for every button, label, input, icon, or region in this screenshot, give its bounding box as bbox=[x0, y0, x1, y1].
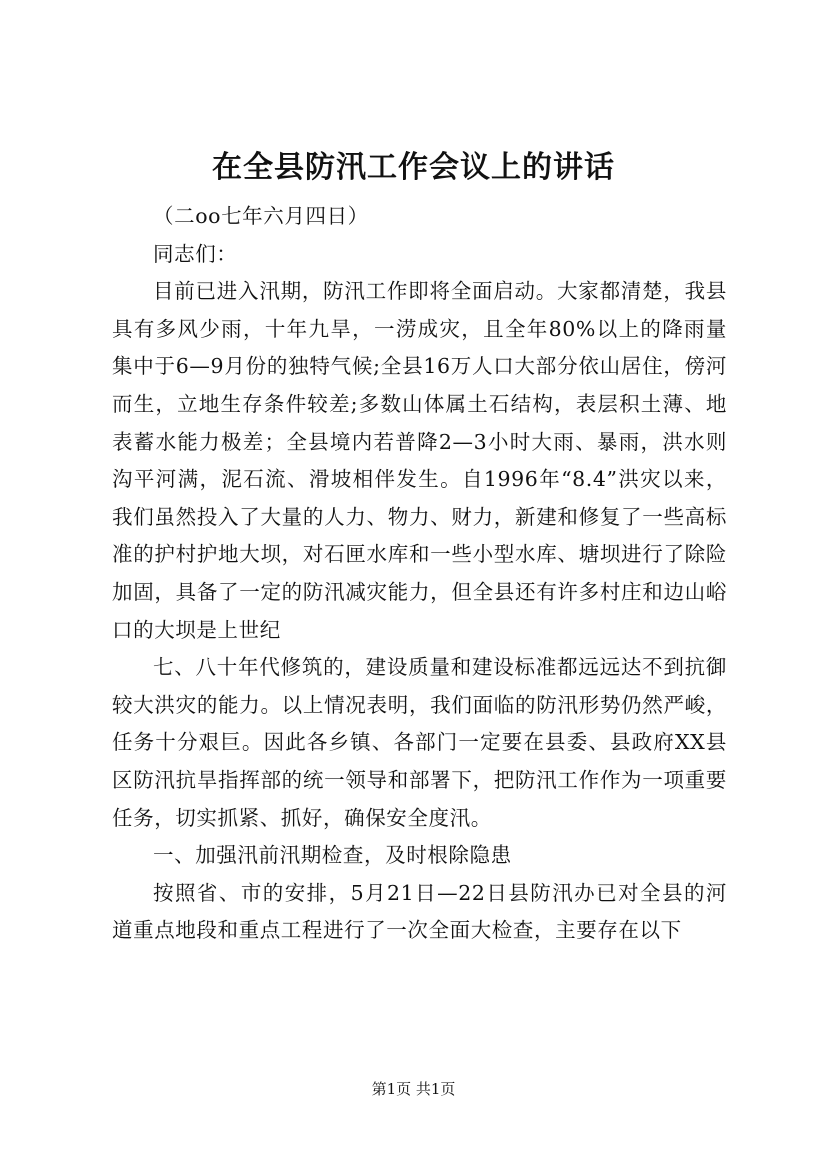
document-body bbox=[112, 198, 727, 950]
date-line: （二oo七年六月四日） bbox=[153, 204, 369, 228]
section-heading: 一、加强汛前汛期检查，及时根除隐患 bbox=[153, 843, 512, 868]
body-paragraph: 目前已进入汛期，防汛工作即将全面启动。大家都清楚，我县具有多风少雨，十年九旱，一涝成灾，且全年80%以上的降雨量集中于6—9月份的独特气候;全县16万人口大部分依山居住，傍河而生，立地生存条件较差;多数山体属土石结构，表层积土薄、地表蓄水能力极差；全县境内若普降2—3小时大雨、暴雨，洪水则沟平河满，泥石流、滑坡相伴发生。自1996年“8.4”洪灾以来，我们虽然投入了大量的人力、物力、财力，新建和修复了一些高标准的护村护地大坝，对石匣水库和一些小型水库、塘坝进行了除险加固，具备了一定的防汛减灾能力，但全县还有许多村庄和边山峪口的大坝是上世纪 bbox=[112, 279, 727, 642]
greeting: 同志们： bbox=[153, 241, 238, 266]
body-paragraph: 按照省、市的安排，5月21日—22日县防汛办已对全县的河道重点地段和重点工程进行了一次全面大检查，主要存在以下 bbox=[112, 880, 727, 943]
document-title: 在全县防汛工作会议上的讲话 bbox=[212, 150, 615, 185]
page-footer: 第1页 共1页 bbox=[371, 1080, 456, 1098]
body-paragraph: 七、八十年代修筑的，建设质量和建设标准都远远达不到抗御较大洪灾的能力。以上情况表明，我们面临的防汛形势仍然严峻，任务十分艰巨。因此各乡镇、各部门一定要在县委、县政府XX县区防汛抗旱指挥部的统一领导和部署下，把防汛工作作为一项重要任务，切实抓紧、抓好，确保安全度汛。 bbox=[112, 655, 727, 830]
